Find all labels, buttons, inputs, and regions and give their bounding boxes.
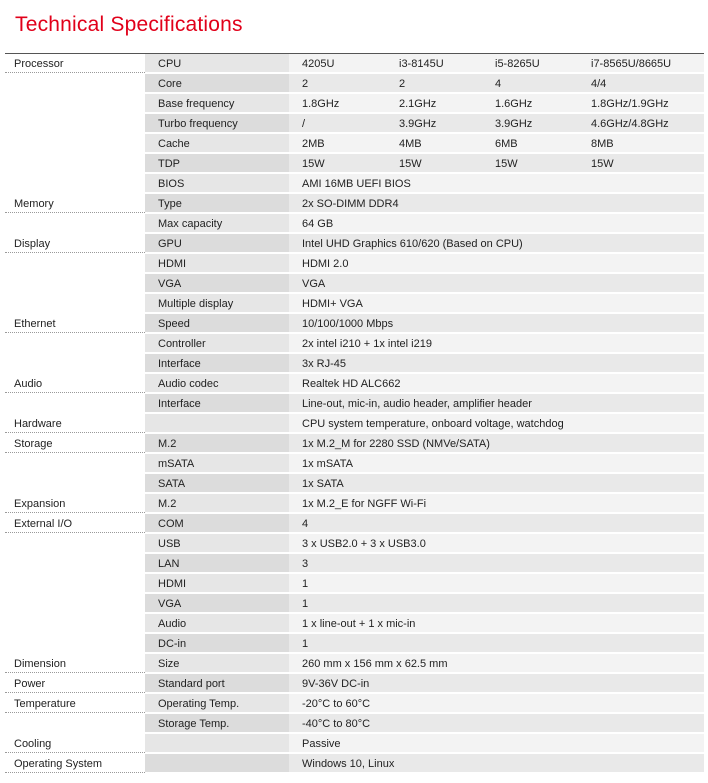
spec-value-column: 6MB	[495, 138, 518, 150]
spec-value: 3x RJ-45	[289, 354, 704, 373]
spec-item-label: Base frequency	[145, 94, 289, 113]
table-row	[5, 674, 704, 694]
spec-group-label	[5, 474, 145, 493]
spec-group-label: Storage	[5, 434, 145, 453]
table-row	[5, 154, 704, 174]
table-row	[5, 294, 704, 314]
spec-value-column: 15W	[591, 158, 614, 170]
spec-item-label: Max capacity	[145, 214, 289, 233]
spec-value	[289, 154, 704, 173]
spec-group-label	[5, 554, 145, 573]
spec-value-column: 4.6GHz/4.8GHz	[591, 118, 669, 130]
spec-item-label: mSATA	[145, 454, 289, 473]
spec-value: 10/100/1000 Mbps	[289, 314, 704, 333]
spec-group-label	[5, 214, 145, 233]
spec-item-label: Type	[145, 194, 289, 213]
spec-value: 1	[289, 594, 704, 613]
spec-group-label	[5, 454, 145, 473]
spec-value: 1	[289, 574, 704, 593]
spec-item-label: VGA	[145, 274, 289, 293]
table-row	[5, 614, 704, 634]
table-row	[5, 654, 704, 674]
spec-group-label	[5, 274, 145, 293]
spec-value-column: 2	[399, 78, 406, 90]
spec-value-column: 1.6GHz	[495, 98, 533, 110]
table-row	[5, 414, 704, 434]
table-row	[5, 94, 704, 114]
spec-value: HDMI+ VGA	[289, 294, 704, 313]
spec-item-label	[145, 734, 289, 753]
spec-value: -40°C to 80°C	[289, 714, 704, 733]
table-row	[5, 314, 704, 334]
spec-value: 2x SO-DIMM DDR4	[289, 194, 704, 213]
spec-value-column: 3.9GHz	[399, 118, 437, 130]
spec-item-label: USB	[145, 534, 289, 553]
spec-item-label: COM	[145, 514, 289, 533]
spec-value: 1	[289, 634, 704, 653]
table-row	[5, 54, 704, 74]
spec-group-label: Audio	[5, 374, 145, 393]
spec-item-label: Turbo frequency	[145, 114, 289, 133]
table-row	[5, 354, 704, 374]
spec-value: HDMI 2.0	[289, 254, 704, 273]
spec-value: Intel UHD Graphics 610/620 (Based on CPU)	[289, 234, 704, 253]
spec-group-label: Hardware	[5, 414, 145, 433]
table-row	[5, 454, 704, 474]
spec-value-column: 15W	[495, 158, 518, 170]
spec-item-label: Speed	[145, 314, 289, 333]
spec-value: Realtek HD ALC662	[289, 374, 704, 393]
table-row	[5, 114, 704, 134]
spec-value-column: 4MB	[399, 138, 422, 150]
table-row	[5, 554, 704, 574]
spec-value	[289, 94, 704, 113]
table-row	[5, 74, 704, 94]
spec-value	[289, 74, 704, 93]
spec-value	[289, 114, 704, 133]
spec-value: 64 GB	[289, 214, 704, 233]
spec-group-label: Display	[5, 234, 145, 253]
spec-group-label: Temperature	[5, 694, 145, 713]
table-row	[5, 574, 704, 594]
spec-value: 1x M.2_M for 2280 SSD (NMVe/SATA)	[289, 434, 704, 453]
spec-value: AMI 16MB UEFI BIOS	[289, 174, 704, 193]
spec-group-label	[5, 394, 145, 413]
spec-item-label: M.2	[145, 494, 289, 513]
spec-value-column: 2MB	[302, 138, 325, 150]
spec-item-label: BIOS	[145, 174, 289, 193]
spec-value: 4	[289, 514, 704, 533]
spec-group-label	[5, 574, 145, 593]
spec-item-label: Audio	[145, 614, 289, 633]
spec-value: 1x M.2_E for NGFF Wi-Fi	[289, 494, 704, 513]
spec-item-label: Controller	[145, 334, 289, 353]
spec-item-label: HDMI	[145, 574, 289, 593]
spec-item-label: SATA	[145, 474, 289, 493]
spec-item-label: Size	[145, 654, 289, 673]
spec-item-label: Multiple display	[145, 294, 289, 313]
table-row	[5, 214, 704, 234]
spec-item-label: VGA	[145, 594, 289, 613]
table-row	[5, 514, 704, 534]
spec-value: 1x SATA	[289, 474, 704, 493]
spec-value: VGA	[289, 274, 704, 293]
spec-group-label	[5, 254, 145, 273]
spec-group-label	[5, 94, 145, 113]
table-row	[5, 374, 704, 394]
table-row	[5, 474, 704, 494]
spec-item-label: Interface	[145, 394, 289, 413]
page-title: Technical Specifications	[15, 13, 243, 36]
table-row	[5, 134, 704, 154]
spec-item-label: Audio codec	[145, 374, 289, 393]
table-row	[5, 494, 704, 514]
spec-value: -20°C to 60°C	[289, 694, 704, 713]
table-row	[5, 174, 704, 194]
spec-group-label: Dimension	[5, 654, 145, 673]
spec-group-label: Expansion	[5, 494, 145, 513]
spec-value-column: 1.8GHz	[302, 98, 340, 110]
table-row	[5, 334, 704, 354]
spec-item-label: Standard port	[145, 674, 289, 693]
spec-group-label	[5, 294, 145, 313]
table-row	[5, 594, 704, 614]
spec-group-label	[5, 594, 145, 613]
spec-group-label	[5, 634, 145, 653]
spec-group-label	[5, 154, 145, 173]
spec-value-column: 4/4	[591, 78, 607, 90]
spec-group-label: Power	[5, 674, 145, 693]
spec-table	[5, 53, 704, 774]
spec-item-label: Core	[145, 74, 289, 93]
spec-group-label: External I/O	[5, 514, 145, 533]
spec-value-column: /	[302, 118, 306, 130]
table-row	[5, 634, 704, 654]
spec-item-label	[145, 414, 289, 433]
table-row	[5, 534, 704, 554]
spec-group-label: Processor	[5, 54, 145, 73]
spec-value: 9V-36V DC-in	[289, 674, 704, 693]
spec-item-label: DC-in	[145, 634, 289, 653]
spec-item-label: Storage Temp.	[145, 714, 289, 733]
table-row	[5, 734, 704, 754]
spec-value-column: i3-8145U	[399, 58, 444, 70]
spec-group-label	[5, 174, 145, 193]
table-row	[5, 194, 704, 214]
spec-group-label	[5, 134, 145, 153]
spec-group-label: Memory	[5, 194, 145, 213]
spec-value-column: 4205U	[302, 58, 335, 70]
table-row	[5, 274, 704, 294]
spec-item-label: M.2	[145, 434, 289, 453]
spec-value	[289, 134, 704, 153]
spec-value-column: 15W	[302, 158, 325, 170]
spec-group-label: Operating System	[5, 754, 145, 773]
spec-value: 3	[289, 554, 704, 573]
spec-value: 1 x line-out + 1 x mic-in	[289, 614, 704, 633]
spec-value-column: 15W	[399, 158, 422, 170]
spec-item-label: CPU	[145, 54, 289, 73]
spec-item-label: HDMI	[145, 254, 289, 273]
table-row	[5, 254, 704, 274]
spec-value-column: i5-8265U	[495, 58, 540, 70]
table-row	[5, 394, 704, 414]
table-row	[5, 434, 704, 454]
spec-item-label: LAN	[145, 554, 289, 573]
spec-item-label: TDP	[145, 154, 289, 173]
spec-value: 1x mSATA	[289, 454, 704, 473]
spec-group-label	[5, 354, 145, 373]
spec-value-column: 2.1GHz	[399, 98, 437, 110]
spec-group-label	[5, 714, 145, 733]
spec-value: 3 x USB2.0 + 3 x USB3.0	[289, 534, 704, 553]
spec-value-column: i7-8565U/8665U	[591, 58, 672, 70]
spec-value: Line-out, mic-in, audio header, amplifier header	[289, 394, 704, 413]
spec-group-label: Ethernet	[5, 314, 145, 333]
spec-value-column: 8MB	[591, 138, 614, 150]
spec-item-label: Cache	[145, 134, 289, 153]
spec-group-label	[5, 614, 145, 633]
spec-group-label	[5, 334, 145, 353]
table-row	[5, 754, 704, 774]
table-row	[5, 694, 704, 714]
table-row	[5, 234, 704, 254]
spec-value-column: 1.8GHz/1.9GHz	[591, 98, 669, 110]
spec-item-label: GPU	[145, 234, 289, 253]
spec-item-label: Interface	[145, 354, 289, 373]
spec-group-label	[5, 534, 145, 553]
spec-value: Passive	[289, 734, 704, 753]
spec-value: 2x intel i210 + 1x intel i219	[289, 334, 704, 353]
spec-value: Windows 10, Linux	[289, 754, 704, 773]
spec-group-label: Cooling	[5, 734, 145, 753]
spec-value-column: 4	[495, 78, 502, 90]
spec-value: 260 mm x 156 mm x 62.5 mm	[289, 654, 704, 673]
spec-value-column: 2	[302, 78, 309, 90]
spec-value-column: 3.9GHz	[495, 118, 533, 130]
spec-item-label: Operating Temp.	[145, 694, 289, 713]
spec-value	[289, 54, 704, 73]
spec-group-label	[5, 74, 145, 93]
spec-group-label	[5, 114, 145, 133]
spec-item-label	[145, 754, 289, 773]
spec-value: CPU system temperature, onboard voltage, watchdog	[289, 414, 704, 433]
table-row	[5, 714, 704, 734]
